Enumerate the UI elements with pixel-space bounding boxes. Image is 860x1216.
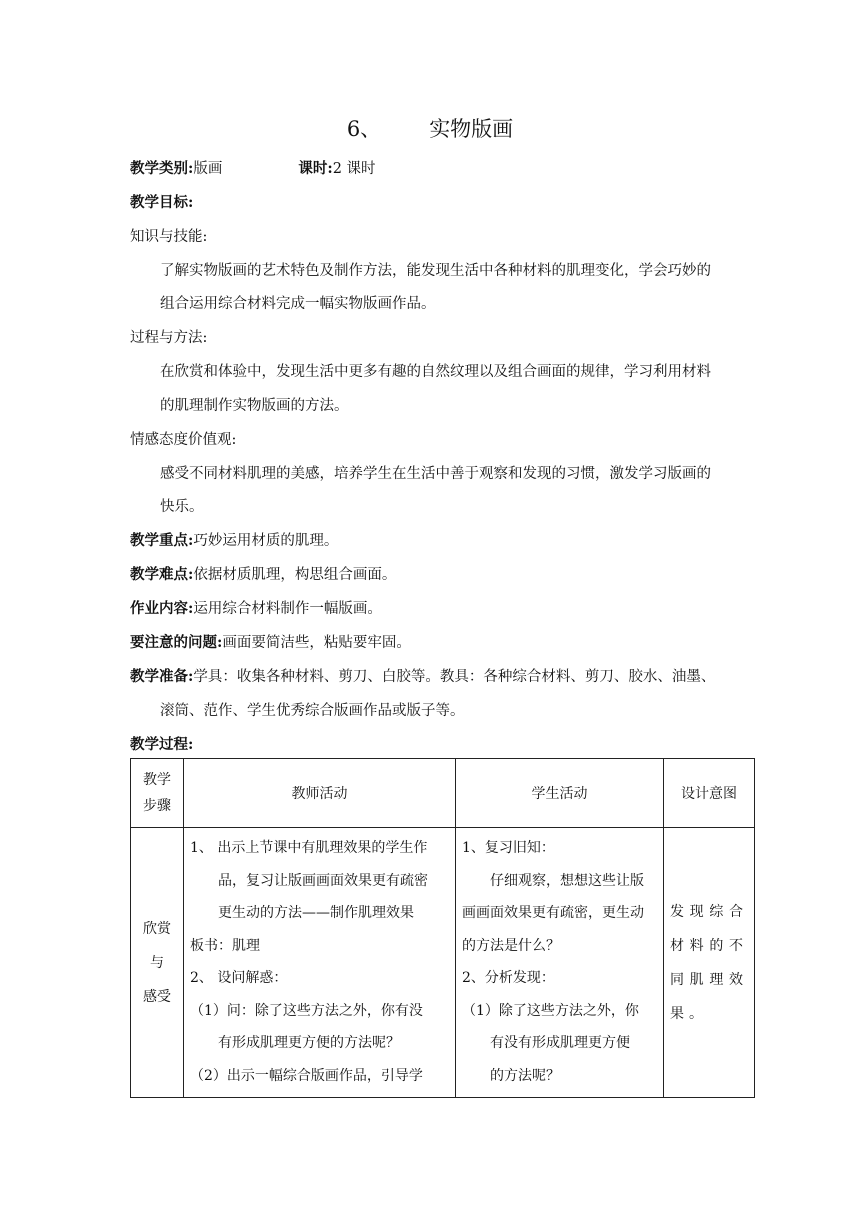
difficulty-line bbox=[130, 563, 396, 584]
teacher-line: 板书：肌理 bbox=[190, 937, 260, 954]
prep-label: 教学准备: bbox=[130, 668, 194, 685]
prep-line bbox=[130, 665, 715, 686]
focus-line bbox=[130, 529, 338, 550]
teacher-line: 品，复习让版画画面效果更有疏密 bbox=[218, 872, 428, 889]
difficulty-label: 教学难点: bbox=[130, 566, 194, 583]
header-step-line-2: 步骤 bbox=[143, 798, 171, 814]
table-header-row bbox=[131, 759, 755, 828]
hours-label: 课时: bbox=[298, 160, 333, 177]
category-line bbox=[130, 157, 376, 178]
student-cell bbox=[456, 828, 664, 1098]
teacher-cell bbox=[184, 828, 456, 1098]
step-text-1: 欣赏 bbox=[143, 920, 171, 937]
emotion-text-1: 感受不同材料肌理的美感，培养学生在生活中善于观察和发现的习惯，激发学习版画的 bbox=[160, 466, 711, 482]
process-text-2: 的肌理制作实物版画的方法。 bbox=[160, 398, 349, 414]
emotion-label: 情感态度价值观: bbox=[130, 432, 237, 448]
step-text-2: 与 bbox=[150, 954, 164, 971]
student-line: 的方法是什么？ bbox=[462, 937, 560, 954]
student-line: 画画面效果更有疏密，更生动 bbox=[462, 905, 644, 921]
header-teacher: 教师活动 bbox=[184, 759, 456, 828]
homework-label: 作业内容: bbox=[130, 600, 194, 617]
attention-line bbox=[130, 631, 411, 652]
prep-text-2: 滚筒、范作、学生优秀综合版画作品或版子等。 bbox=[160, 703, 465, 719]
title-text: 实物版画 bbox=[429, 117, 514, 141]
difficulty-value: 依据材质肌理，构思组合画面。 bbox=[193, 567, 397, 583]
student-line: 有没有形成肌理更方便 bbox=[490, 1035, 630, 1051]
teacher-line: 1、 出示上节课中有肌理效果的学生作 bbox=[190, 840, 428, 856]
header-step-line-1: 教学 bbox=[143, 772, 171, 788]
student-line: 1、复习旧知： bbox=[462, 840, 555, 856]
category-value: 版画 bbox=[193, 161, 223, 177]
knowledge-text-2: 组合运用综合材料完成一幅实物版画作品。 bbox=[160, 296, 436, 312]
focus-label: 教学重点: bbox=[130, 532, 194, 549]
teacher-line: （1）问：除了这些方法之外，你有没 bbox=[190, 1002, 423, 1019]
teacher-line: （2）出示一幅综合版画作品，引导学 bbox=[190, 1067, 423, 1084]
teacher-line: 更生动的方法——制作肌理效果 bbox=[218, 905, 414, 921]
prep-text-1: 学具：收集各种材料、剪刀、白胶等。教具：各种综合材料、剪刀、胶水、油墨、 bbox=[193, 669, 716, 685]
focus-value: 巧妙运用材质的肌理。 bbox=[193, 533, 339, 549]
student-line: 2、分析发现： bbox=[462, 970, 555, 986]
goals-heading: 教学目标: bbox=[130, 194, 194, 211]
student-line: 的方法呢？ bbox=[490, 1067, 560, 1084]
design-cell: 发现综合材料的不同肌理效果。 bbox=[664, 828, 755, 1098]
emotion-text-2: 快乐。 bbox=[160, 499, 204, 515]
category-label: 教学类别: bbox=[130, 160, 194, 177]
homework-value: 运用综合材料制作一幅版画。 bbox=[193, 601, 382, 617]
process-heading: 教学过程: bbox=[130, 736, 194, 753]
process-text-1: 在欣赏和体验中，发现生活中更多有趣的自然纹理以及组合画面的规律，学习利用材料 bbox=[160, 364, 711, 380]
teacher-line: 有形成肌理更方便的方法呢？ bbox=[218, 1035, 400, 1051]
student-line: （1）除了这些方法之外，你 bbox=[462, 1002, 639, 1019]
header-design: 设计意图 bbox=[664, 759, 755, 828]
student-line: 仔细观察，想想这些让版 bbox=[490, 872, 644, 889]
attention-label: 要注意的问题: bbox=[130, 634, 223, 651]
page-title bbox=[0, 113, 860, 143]
step-text-3: 感受 bbox=[143, 988, 171, 1005]
process-label: 过程与方法: bbox=[130, 330, 208, 346]
title-number: 6、 bbox=[346, 117, 382, 141]
teacher-line: 2、 设问解惑： bbox=[190, 970, 288, 986]
knowledge-label: 知识与技能: bbox=[130, 229, 208, 245]
header-student: 学生活动 bbox=[456, 759, 664, 828]
hours-value: 2 课时 bbox=[332, 161, 376, 177]
header-step bbox=[131, 759, 184, 828]
lesson-table bbox=[130, 758, 755, 1098]
attention-value: 画面要简洁些，粘贴要牢固。 bbox=[222, 635, 411, 651]
table-row bbox=[131, 828, 755, 1098]
knowledge-text-1: 了解实物版画的艺术特色及制作方法，能发现生活中各种材料的肌理变化，学会巧妙的 bbox=[160, 263, 711, 279]
step-cell bbox=[131, 828, 184, 1098]
homework-line bbox=[130, 597, 382, 618]
